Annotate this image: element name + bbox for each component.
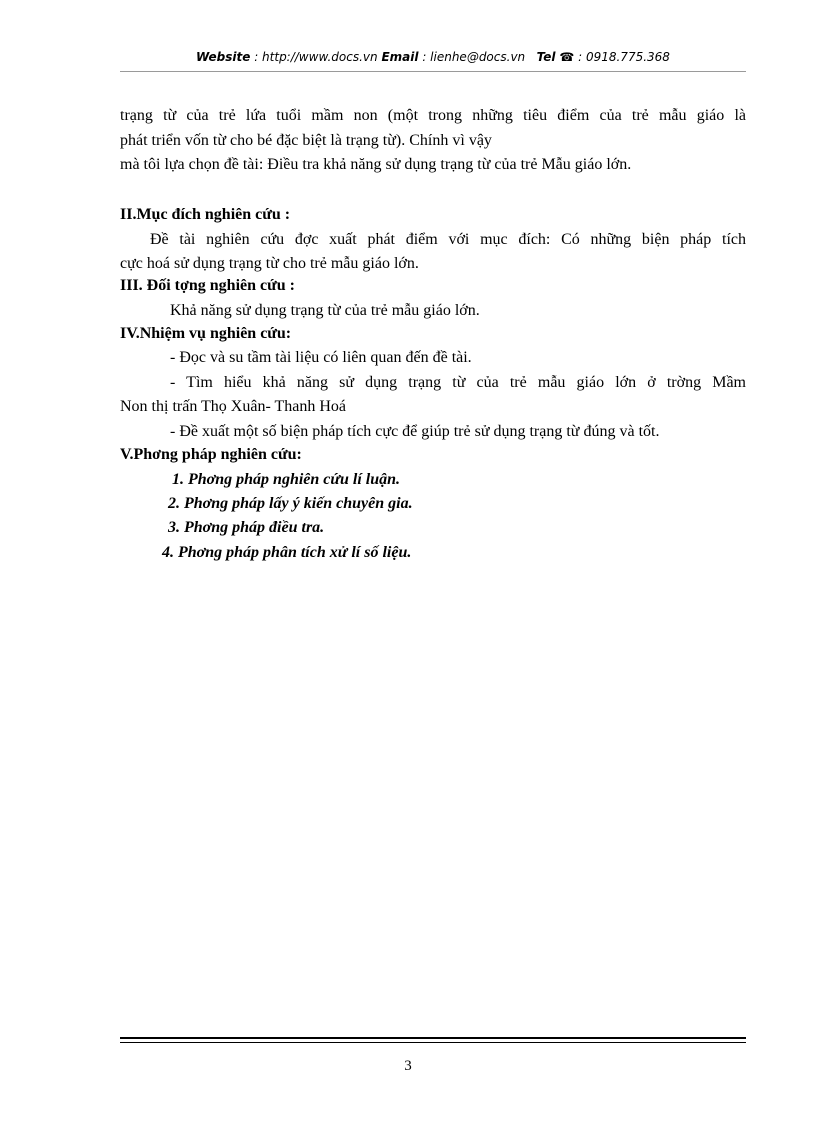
section-2-line-2: cực hoá sử dụng trạng từ cho trẻ mẫu giáo lớn. [120, 255, 419, 272]
section-4-item-3: - Đề xuất một số biện pháp tích cực để giúp trẻ sử dụng trạng từ đúng và tốt. [170, 423, 660, 440]
website-url[interactable]: http://www.docs.vn [262, 50, 378, 64]
intro-line-1: trạng từ của trẻ lứa tuổi mầm non (một trong những tiêu điểm của trẻ mẫu giáo là [120, 107, 746, 124]
section-4-heading: IV.Nhiệm vụ nghiên cứu: [120, 325, 292, 342]
section-3-heading: III. Đối tợng nghiên cứu : [120, 277, 295, 294]
page-header [120, 50, 746, 64]
page-number: 3 [404, 1058, 412, 1074]
method-item-1: 1. Phơng pháp nghiên cứu lí luận. [172, 471, 401, 488]
footer-rule-thick [120, 1037, 746, 1039]
email-label: Email [381, 50, 419, 64]
footer-rule-thin [120, 1042, 746, 1043]
method-item-2: 2. Phơng pháp lấy ý kiến chuyên gia. [168, 495, 413, 512]
method-item-3: 3. Phơng pháp điều tra. [168, 519, 325, 536]
section-4-item-1: - Đọc và su tầm tài liệu có liên quan đến đề tài. [170, 349, 472, 366]
header-rule [120, 71, 746, 72]
section-5-heading: V.Phơng pháp nghiên cứu: [120, 446, 302, 463]
telephone-icon: ☎ [559, 50, 575, 64]
intro-line-2: phát triển vốn từ cho bé đặc biệt là trạng từ). Chính vì vậy [120, 132, 492, 149]
section-4-item-2-line-1: - Tìm hiểu khả năng sử dụng trạng từ của trẻ mẫu giáo lớn ở trờng Mầm [170, 374, 746, 391]
email-address[interactable]: lienhe@docs.vn [430, 50, 526, 64]
section-2-line-1: Đề tài nghiên cứu đợc xuất phát điểm với mục đích: Có những biện pháp tích [150, 231, 746, 248]
tel-label: Tel [536, 50, 556, 64]
intro-line-3: mà tôi lựa chọn đề tài: Điều tra khả năng sử dụng trạng từ của trẻ Mẫu giáo lớn. [120, 156, 632, 173]
email-sep: : [418, 50, 431, 64]
method-item-4: 4. Phơng pháp phân tích xử lí số liệu. [162, 544, 412, 561]
website-sep: : [250, 50, 263, 64]
section-4-item-2-line-2: Non thị trấn Thọ Xuân- Thanh Hoá [120, 398, 347, 415]
tel-number: : 0918.775.368 [574, 50, 670, 64]
section-3-line-1: Khả năng sử dụng trạng từ của trẻ mẫu giáo lớn. [170, 302, 480, 319]
website-label: Website [196, 50, 251, 64]
section-2-heading: II.Mục đích nghiên cứu : [120, 206, 291, 223]
